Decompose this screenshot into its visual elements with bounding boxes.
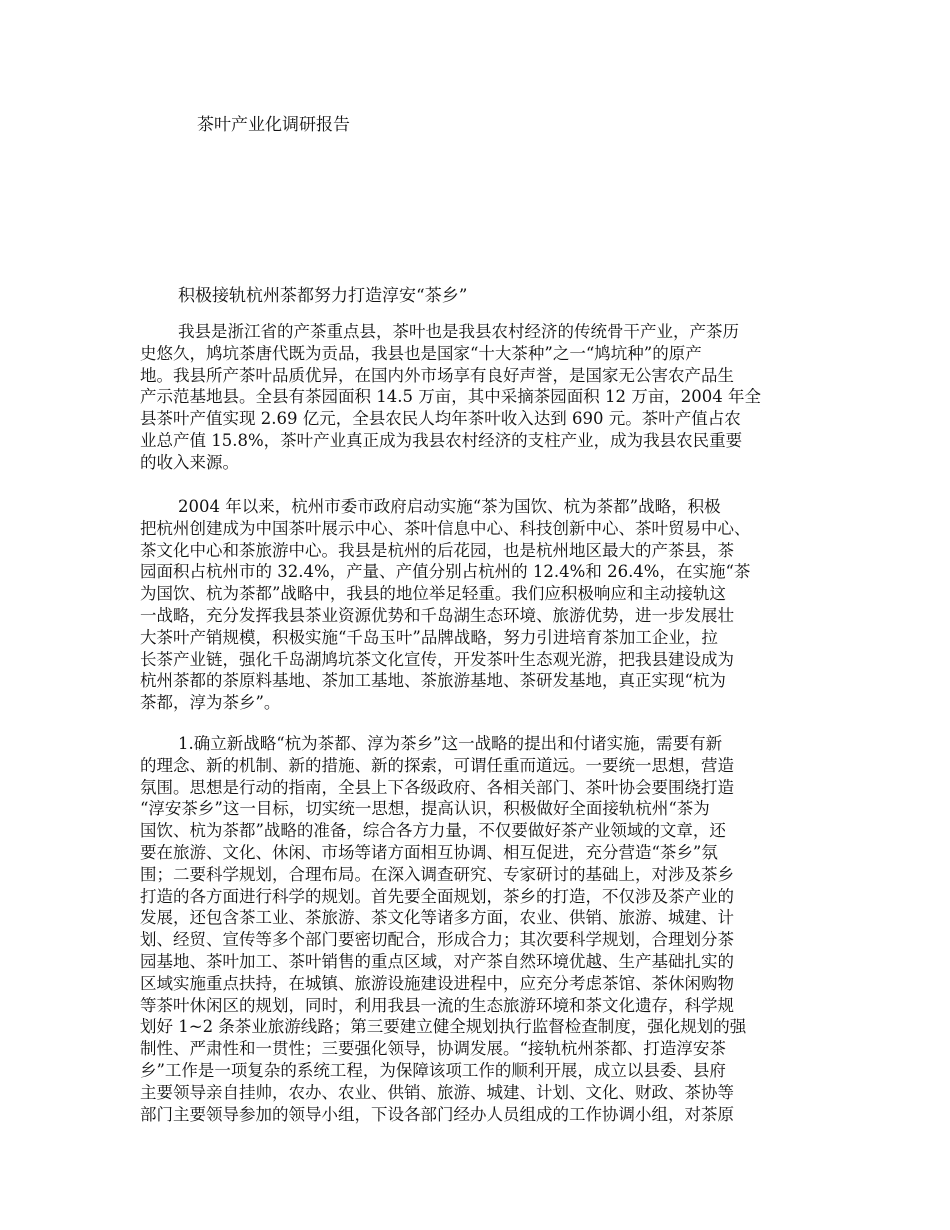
paragraph-line: 要在旅游、文化、休闲、市场等诸方面相互协调、相互促进，充分营造“茶乡”氛: [140, 842, 718, 862]
paragraph-line: 把杭州创建成为中国茶叶展示中心、茶叶信息中心、科技创新中心、茶叶贸易中心、: [140, 518, 751, 538]
paragraph-line: 划好 1~2 条茶业旅游线路；第三要建立健全规划执行监督检查制度，强化规划的强: [140, 1017, 747, 1037]
paragraph-line: 的收入来源。: [140, 452, 239, 472]
paragraph-line: 部门主要领导参加的领导小组，下设各部门经办人员组成的工作协调小组，对茶原: [140, 1104, 734, 1124]
paragraph-line: 打造的各方面进行科学的规划。首先要全面规划，茶乡的打造，不仅涉及茶产业的: [140, 886, 734, 906]
paragraph-line: 茶都，淳为茶乡”。: [140, 693, 281, 713]
paragraph-line: 划、经贸、宣传等多个部门要密切配合，形成合力；其次要科学规划，合理划分茶: [140, 930, 734, 950]
document-title: 茶叶产业化调研报告: [197, 115, 350, 135]
paragraph-line: 氛围。思想是行动的指南，全县上下各级政府、各相关部门、茶叶协会要围绕打造: [140, 777, 734, 797]
paragraph-2: [140, 496, 820, 714]
paragraph-line: 一战略，充分发挥我县茶业资源优势和千岛湖生态环境、旅游优势，进一步发展壮: [140, 605, 734, 625]
paragraph-line: 区域实施重点扶持，在城镇、旅游设施建设进程中，应充分考虑茶馆、茶休闲购物: [140, 973, 734, 993]
paragraph-line: 大茶叶产销规模，积极实施“千岛玉叶”品牌战略，努力引进培育茶加工企业，拉: [140, 627, 718, 647]
paragraph-line: 园基地、茶叶加工、茶叶销售的重点区域，对产茶自然环境优越、生产基础扎实的: [140, 951, 734, 971]
paragraph-line: 产示范基地县。全县有茶园面积 14.5 万亩，其中采摘茶园面积 12 万亩，2004 年全: [140, 387, 761, 407]
paragraph-1: [140, 321, 820, 474]
paragraph-line: 史悠久，鸠坑茶唐代既为贡品，我县也是国家“十大茶种”之一“鸠坑种”的原产: [140, 343, 702, 363]
paragraph-line: “淳安茶乡”这一目标，切实统一思想，提高认识，积极做好全面接轨杭州“茶为: [140, 799, 710, 819]
paragraph-line: 国饮、杭为茶都”战略的准备，综合各方力量，不仅要做好茶产业领域的文章，还: [140, 821, 726, 841]
paragraph-line: 1.确立新战略“杭为茶都、淳为茶乡”这一战略的提出和付诸实施，需要有新: [178, 734, 723, 753]
paragraph-line: 乡”工作是一项复杂的系统工程，为保障该项工作的顺利开展，成立以县委、县府: [140, 1060, 726, 1080]
paragraph-line: 为国饮、杭为茶都”战略中，我县的地位举足轻重。我们应积极响应和主动接轨这: [140, 584, 726, 604]
paragraph-line: 长茶产业链，强化千岛湖鸠坑茶文化宣传，开发茶叶生态观光游，把我县建设成为: [140, 649, 734, 669]
paragraph-line: 围；二要科学规划，合理布局。在深入调查研究、专家研讨的基础上，对涉及茶乡: [140, 864, 734, 884]
paragraph-line: 县茶叶产值实现 2.69 亿元，全县农民人均年茶叶收入达到 690 元。茶叶产值占农: [140, 409, 741, 429]
paragraph-line: 制性、严肃性和一贯性；三要强化领导，协调发展。“接轨杭州茶都、打造淳安茶: [140, 1039, 726, 1059]
paragraph-line: 茶文化中心和茶旅游中心。我县是杭州的后花园，也是杭州地区最大的产茶县，茶: [140, 540, 734, 560]
paragraph-3: [140, 733, 820, 1125]
paragraph-line: 园面积占杭州市的 32.4%，产量、产值分别占杭州的 12.4%和 26.4%，在实施“茶: [140, 562, 751, 582]
paragraph-line: 的理念、新的机制、新的措施、新的探索，可谓任重而道远。一要统一思想，营造: [140, 755, 734, 775]
paragraph-line: 杭州茶都的茶原料基地、茶加工基地、茶旅游基地、茶研发基地，真正实现“杭为: [140, 671, 726, 691]
paragraph-line: 地。我县所产茶叶品质优异，在国内外市场享有良好声誉，是国家无公害农产品生: [140, 365, 734, 385]
paragraph-line: 2004 年以来，杭州市委市政府启动实施“茶为国饮、杭为茶都”战略，积极: [178, 497, 721, 516]
paragraph-line: 等茶叶休闲区的规划，同时，利用我县一流的生态旅游环境和茶文化遗存，科学规: [140, 995, 734, 1015]
paragraph-line: 发展，还包含茶工业、茶旅游、茶文化等诸多方面，农业、供销、旅游、城建、计: [140, 908, 734, 928]
document-subtitle: 积极接轨杭州茶都努力打造淳安“茶乡”: [178, 286, 468, 306]
paragraph-line: 业总产值 15.8%，茶叶产业真正成为我县农村经济的支柱产业，成为我县农民重要: [140, 430, 743, 450]
paragraph-line: 我县是浙江省的产茶重点县，茶叶也是我县农村经济的传统骨干产业，产茶历: [178, 322, 739, 341]
paragraph-line: 主要领导亲自挂帅，农办、农业、供销、旅游、城建、计划、文化、财政、茶协等: [140, 1082, 734, 1102]
